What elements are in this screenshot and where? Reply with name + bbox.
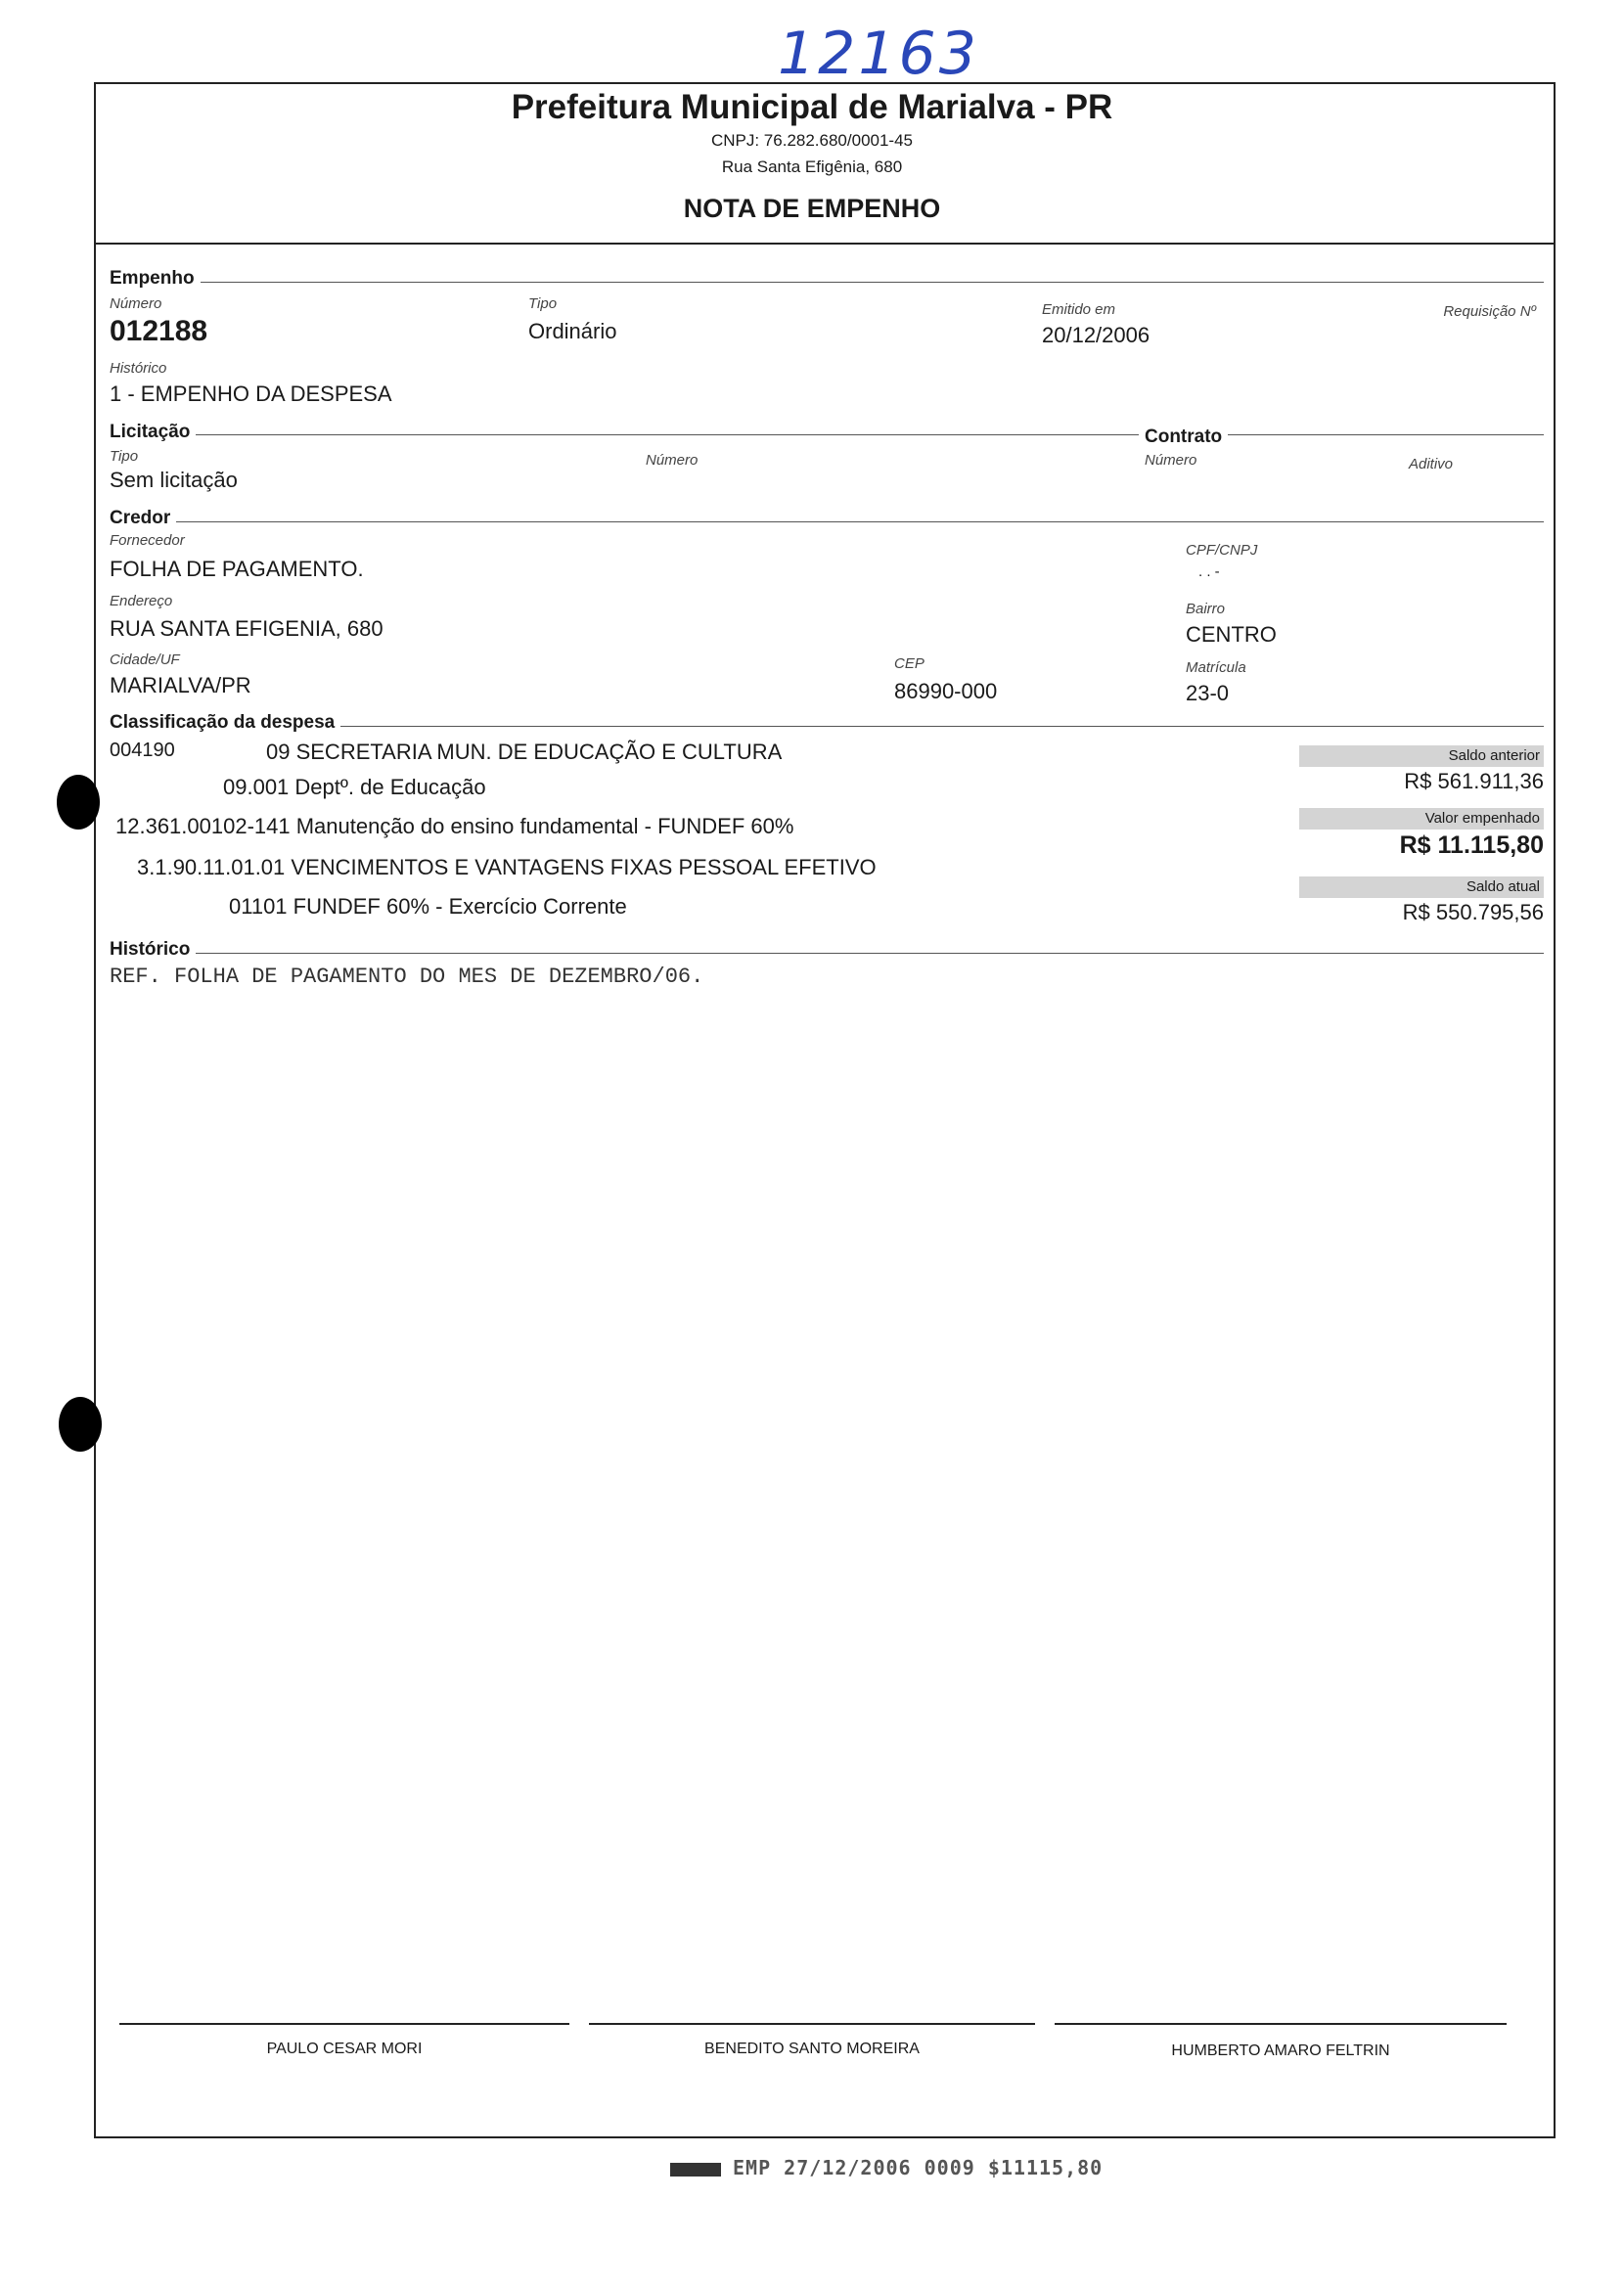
valor-empenhado-label: Valor empenhado [1299, 808, 1544, 830]
classificacao-funcional: 12.361.00102-141 Manutenção do ensino fundamental - FUNDEF 60% [115, 814, 794, 838]
contrato-numero-label: Número [1145, 452, 1197, 469]
classificacao-unidade: 09.001 Deptº. de Educação [223, 775, 486, 799]
org-title: Prefeitura Municipal de Marialva - PR [511, 88, 1113, 126]
signature-line-2 [589, 2023, 1035, 2025]
org-address: Rua Santa Efigênia, 680 [721, 157, 903, 176]
saldo-atual-value: R$ 550.795,56 [1402, 900, 1544, 924]
credor-cep: 86990-000 [894, 679, 998, 703]
empenho-emitido-label: Emitido em [1042, 301, 1116, 318]
credor-fornecedor: FOLHA DE PAGAMENTO. [110, 557, 364, 581]
saldo-anterior-label: Saldo anterior [1299, 745, 1544, 767]
header-divider [96, 243, 1554, 245]
credor-matricula-label: Matrícula [1186, 659, 1246, 676]
punch-hole-bottom [59, 1397, 102, 1452]
empenho-tipo-label: Tipo [528, 295, 558, 312]
punch-hole-top [57, 775, 100, 830]
stamp-logo-icon [670, 2163, 721, 2177]
empenho-tipo: Ordinário [528, 319, 617, 343]
credor-rule [110, 521, 1544, 522]
classificacao-orgao: 09 SECRETARIA MUN. DE EDUCAÇÃO E CULTURA [266, 740, 783, 764]
signatory-2: BENEDITO SANTO MOREIRA [704, 2041, 920, 2057]
classificacao-section-title: Classificação da despesa [110, 712, 340, 734]
licitacao-section-title: Licitação [110, 422, 196, 443]
credor-section-title: Credor [110, 508, 176, 529]
valor-empenhado-value: R$ 11.115,80 [1399, 831, 1544, 859]
licitacao-tipo-label: Tipo [110, 448, 139, 465]
historico-rule [110, 953, 1544, 954]
contrato-aditivo-label: Aditivo [1409, 456, 1454, 472]
credor-cidade-label: Cidade/UF [110, 651, 180, 668]
empenho-numero: 012188 [110, 315, 208, 347]
credor-cep-label: CEP [894, 655, 925, 672]
empenho-emitido: 20/12/2006 [1042, 323, 1150, 347]
empenho-numero-label: Número [110, 295, 162, 312]
footer-validation-stamp [670, 2156, 1103, 2179]
historico-section-title: Histórico [110, 939, 196, 961]
signature-line-3 [1055, 2023, 1507, 2025]
classificacao-fonte: 01101 FUNDEF 60% - Exercício Corrente [229, 894, 627, 919]
empenho-requisicao-label: Requisição Nº [1443, 303, 1536, 320]
credor-endereco: RUA SANTA EFIGENIA, 680 [110, 616, 383, 641]
empenho-section-title: Empenho [110, 268, 201, 290]
credor-fornecedor-label: Fornecedor [110, 532, 185, 549]
org-cnpj: CNPJ: 76.282.680/0001-45 [710, 131, 914, 150]
document-title: NOTA DE EMPENHO [683, 194, 941, 223]
signatory-3: HUMBERTO AMARO FELTRIN [1171, 2042, 1390, 2059]
credor-bairro-label: Bairro [1186, 601, 1226, 617]
saldo-anterior-value: R$ 561.911,36 [1404, 769, 1544, 793]
signature-line-1 [119, 2023, 569, 2025]
licitacao-tipo: Sem licitação [110, 468, 238, 492]
handwritten-page-number: 12163 [778, 20, 979, 88]
contrato-section-title: Contrato [1139, 426, 1228, 448]
stamp-text: EMP 27/12/2006 0009 $11115,80 [733, 2156, 1104, 2179]
licitacao-rule [110, 434, 1544, 435]
credor-cpf: . . - [1198, 563, 1220, 580]
empenho-rule [110, 282, 1544, 283]
classificacao-orgao-code: 004190 [110, 740, 175, 761]
saldo-atual-label: Saldo atual [1299, 876, 1544, 898]
licitacao-numero-label: Número [646, 452, 699, 469]
empenho-historico: 1 - EMPENHO DA DESPESA [110, 382, 392, 406]
credor-cpf-label: CPF/CNPJ [1186, 542, 1258, 559]
empenho-historico-label: Histórico [110, 360, 167, 377]
signatory-1: PAULO CESAR MORI [266, 2041, 423, 2057]
credor-bairro: CENTRO [1186, 622, 1277, 647]
credor-endereco-label: Endereço [110, 593, 173, 609]
credor-matricula: 23-0 [1186, 681, 1230, 705]
credor-cidade: MARIALVA/PR [110, 673, 251, 697]
historico-text: REF. FOLHA DE PAGAMENTO DO MES DE DEZEMBRO/06. [110, 965, 704, 989]
classificacao-elemento: 3.1.90.11.01.01 VENCIMENTOS E VANTAGENS FIXAS PESSOAL EFETIVO [137, 855, 877, 879]
